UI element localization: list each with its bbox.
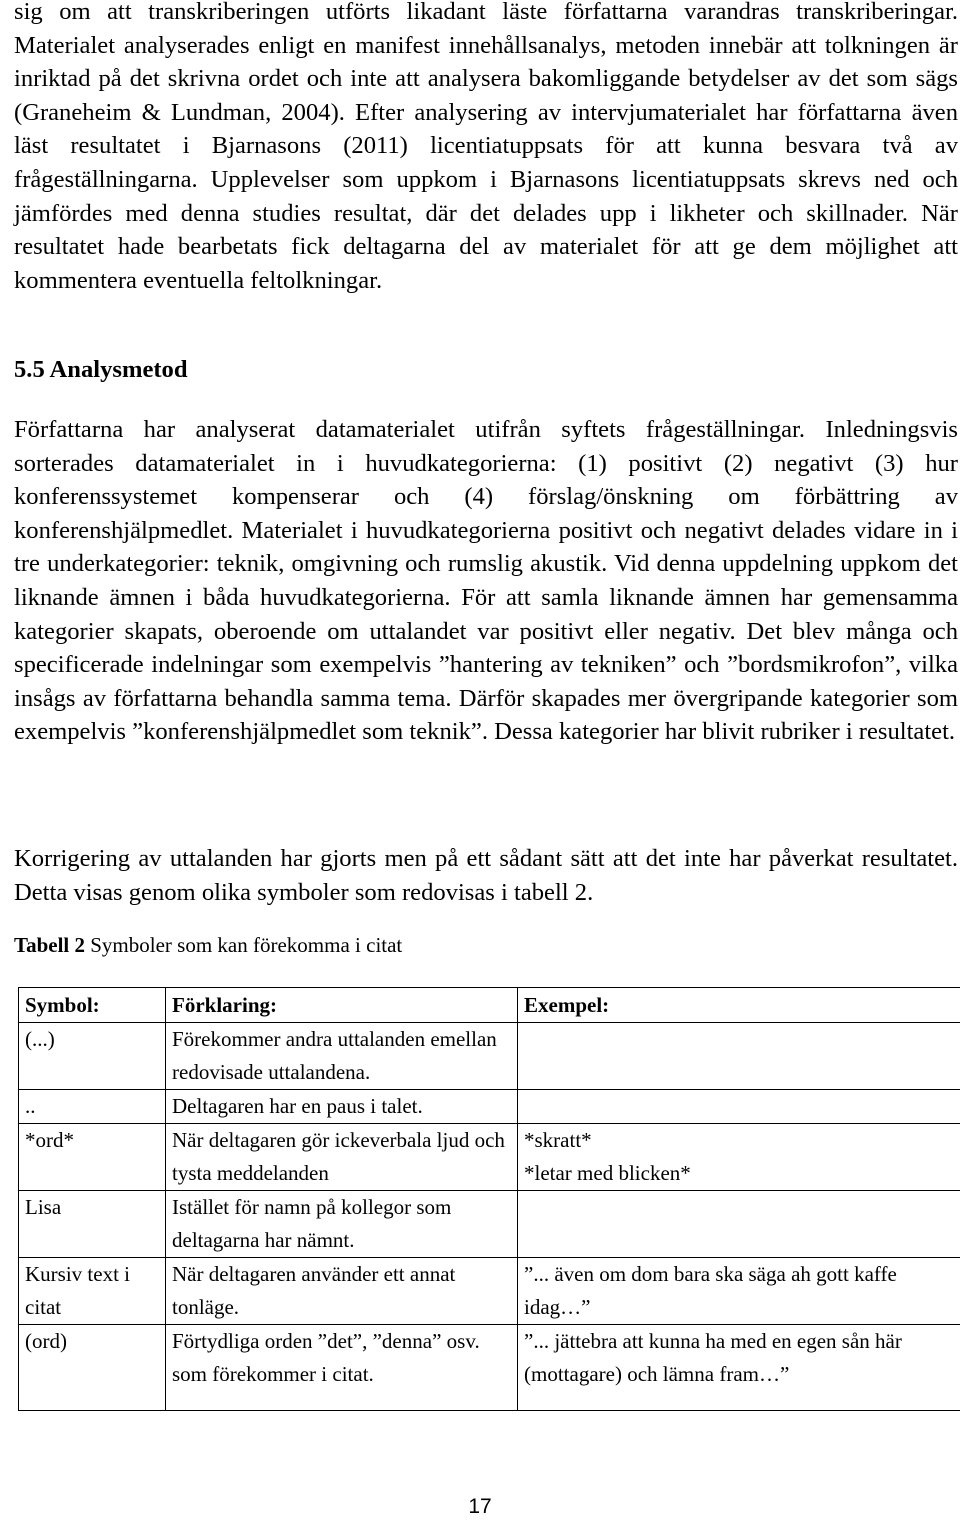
table-row	[19, 1124, 960, 1191]
table-header-row	[19, 988, 960, 1023]
table-caption-label: Tabell 2	[14, 933, 85, 957]
cell-explanation: Förekommer andra uttalanden emellan redovisade uttalandena.	[166, 1023, 518, 1090]
table-row	[19, 1258, 960, 1325]
header-explanation: Förklaring:	[166, 988, 518, 1023]
page-number: 17	[468, 1495, 492, 1518]
cell-explanation: När deltagaren gör ickeverbala ljud och tysta meddelanden	[166, 1124, 518, 1191]
cell-example	[518, 1191, 960, 1258]
cell-symbol: Kursiv text i citat	[19, 1258, 166, 1325]
cell-explanation: Deltagaren har en paus i talet.	[166, 1090, 518, 1124]
cell-example: *skratt* *letar med blicken*	[518, 1124, 960, 1191]
cell-symbol: (...)	[19, 1023, 166, 1090]
cell-symbol: Lisa	[19, 1191, 166, 1258]
cell-example	[518, 1023, 960, 1090]
section-heading: 5.5 Analysmetod	[14, 356, 188, 383]
table-row	[19, 1325, 960, 1411]
table-row	[19, 1191, 960, 1258]
paragraph-2: Författarna har analyserat datamaterialet utifrån syftets frågeställningar. Inledningsvis sorterades datamaterialet in i huvudkategorierna: (1) positivt (2) negativt (3) hur konferenssystemet kompenserar och (4) förslag/önskning om förbättring av konferenshjälpmedlet. Materialet i huvudkategorierna positivt och negativt delades vidare in i tre underkategorier: teknik, omgivning och rumslig akustik. Vid denna uppdelning uppkom det liknande ämnen i båda huvudkategorierna. För att samla liknande ämnen har gemensamma kategorier skapats, oberoende om uttalandet var positivt eller negativ. Det blev många och specificerade indelningar som exempelvis ”hantering av tekniken” och ”bordsmikrofon”, vilka insågs av författarna behandla samma tema. Därför skapades mer övergripande kategorier som exempelvis ”konferenshjälpmedlet som teknik”. Dessa kategorier har blivit rubriker i resultatet.	[14, 416, 958, 746]
cell-explanation: Istället för namn på kollegor som deltagarna har nämnt.	[166, 1191, 518, 1258]
header-symbol: Symbol:	[19, 988, 166, 1023]
cell-symbol: *ord*	[19, 1124, 166, 1191]
cell-explanation: Förtydliga orden ”det”, ”denna” osv. som förekommer i citat.	[166, 1325, 518, 1411]
cell-explanation: När deltagaren använder ett annat tonläge.	[166, 1258, 518, 1325]
cell-example: ”... jättebra att kunna ha med en egen sån här (mottagare) och lämna fram…”	[518, 1325, 960, 1411]
symbol-table	[18, 987, 960, 1411]
cell-example	[518, 1090, 960, 1124]
cell-symbol: ..	[19, 1090, 166, 1124]
table-row	[19, 1023, 960, 1090]
paragraph-1: sig om att transkriberingen utförts likadant läste författarna varandras transkriberingar. Materialet analyserades enligt en manifest innehållsanalys, metoden innebär att tolkningen är inriktad på det skrivna ordet och inte att analysera bakomliggande betydelser av det som sägs (Graneheim & Lundman, 2004). Efter analysering av intervjumaterialet har författarna även läst resultatet i Bjarnasons (2011) licentiatuppsats för att kunna besvara två av frågeställningarna. Upplevelser som uppkom i Bjarnasons licentiatuppsats skrevs ned och jämfördes med denna studies resultat, där det delades upp i likheter och skillnader. När resultatet hade bearbetats fick deltagarna del av materialet för att ge dem möjlighet att kommentera eventuella feltolkningar.	[14, 0, 958, 294]
cell-symbol: (ord)	[19, 1325, 166, 1411]
table-caption	[14, 933, 402, 958]
table-row	[19, 1090, 960, 1124]
paragraph-3: Korrigering av uttalanden har gjorts men på ett sådant sätt att det inte har påverkat resultatet. Detta visas genom olika symboler som redovisas i tabell 2.	[14, 845, 958, 906]
cell-example: ”... även om dom bara ska säga ah gott kaffe idag…”	[518, 1258, 960, 1325]
table-caption-text: Symboler som kan förekomma i citat	[85, 933, 403, 957]
header-example: Exempel:	[518, 988, 960, 1023]
